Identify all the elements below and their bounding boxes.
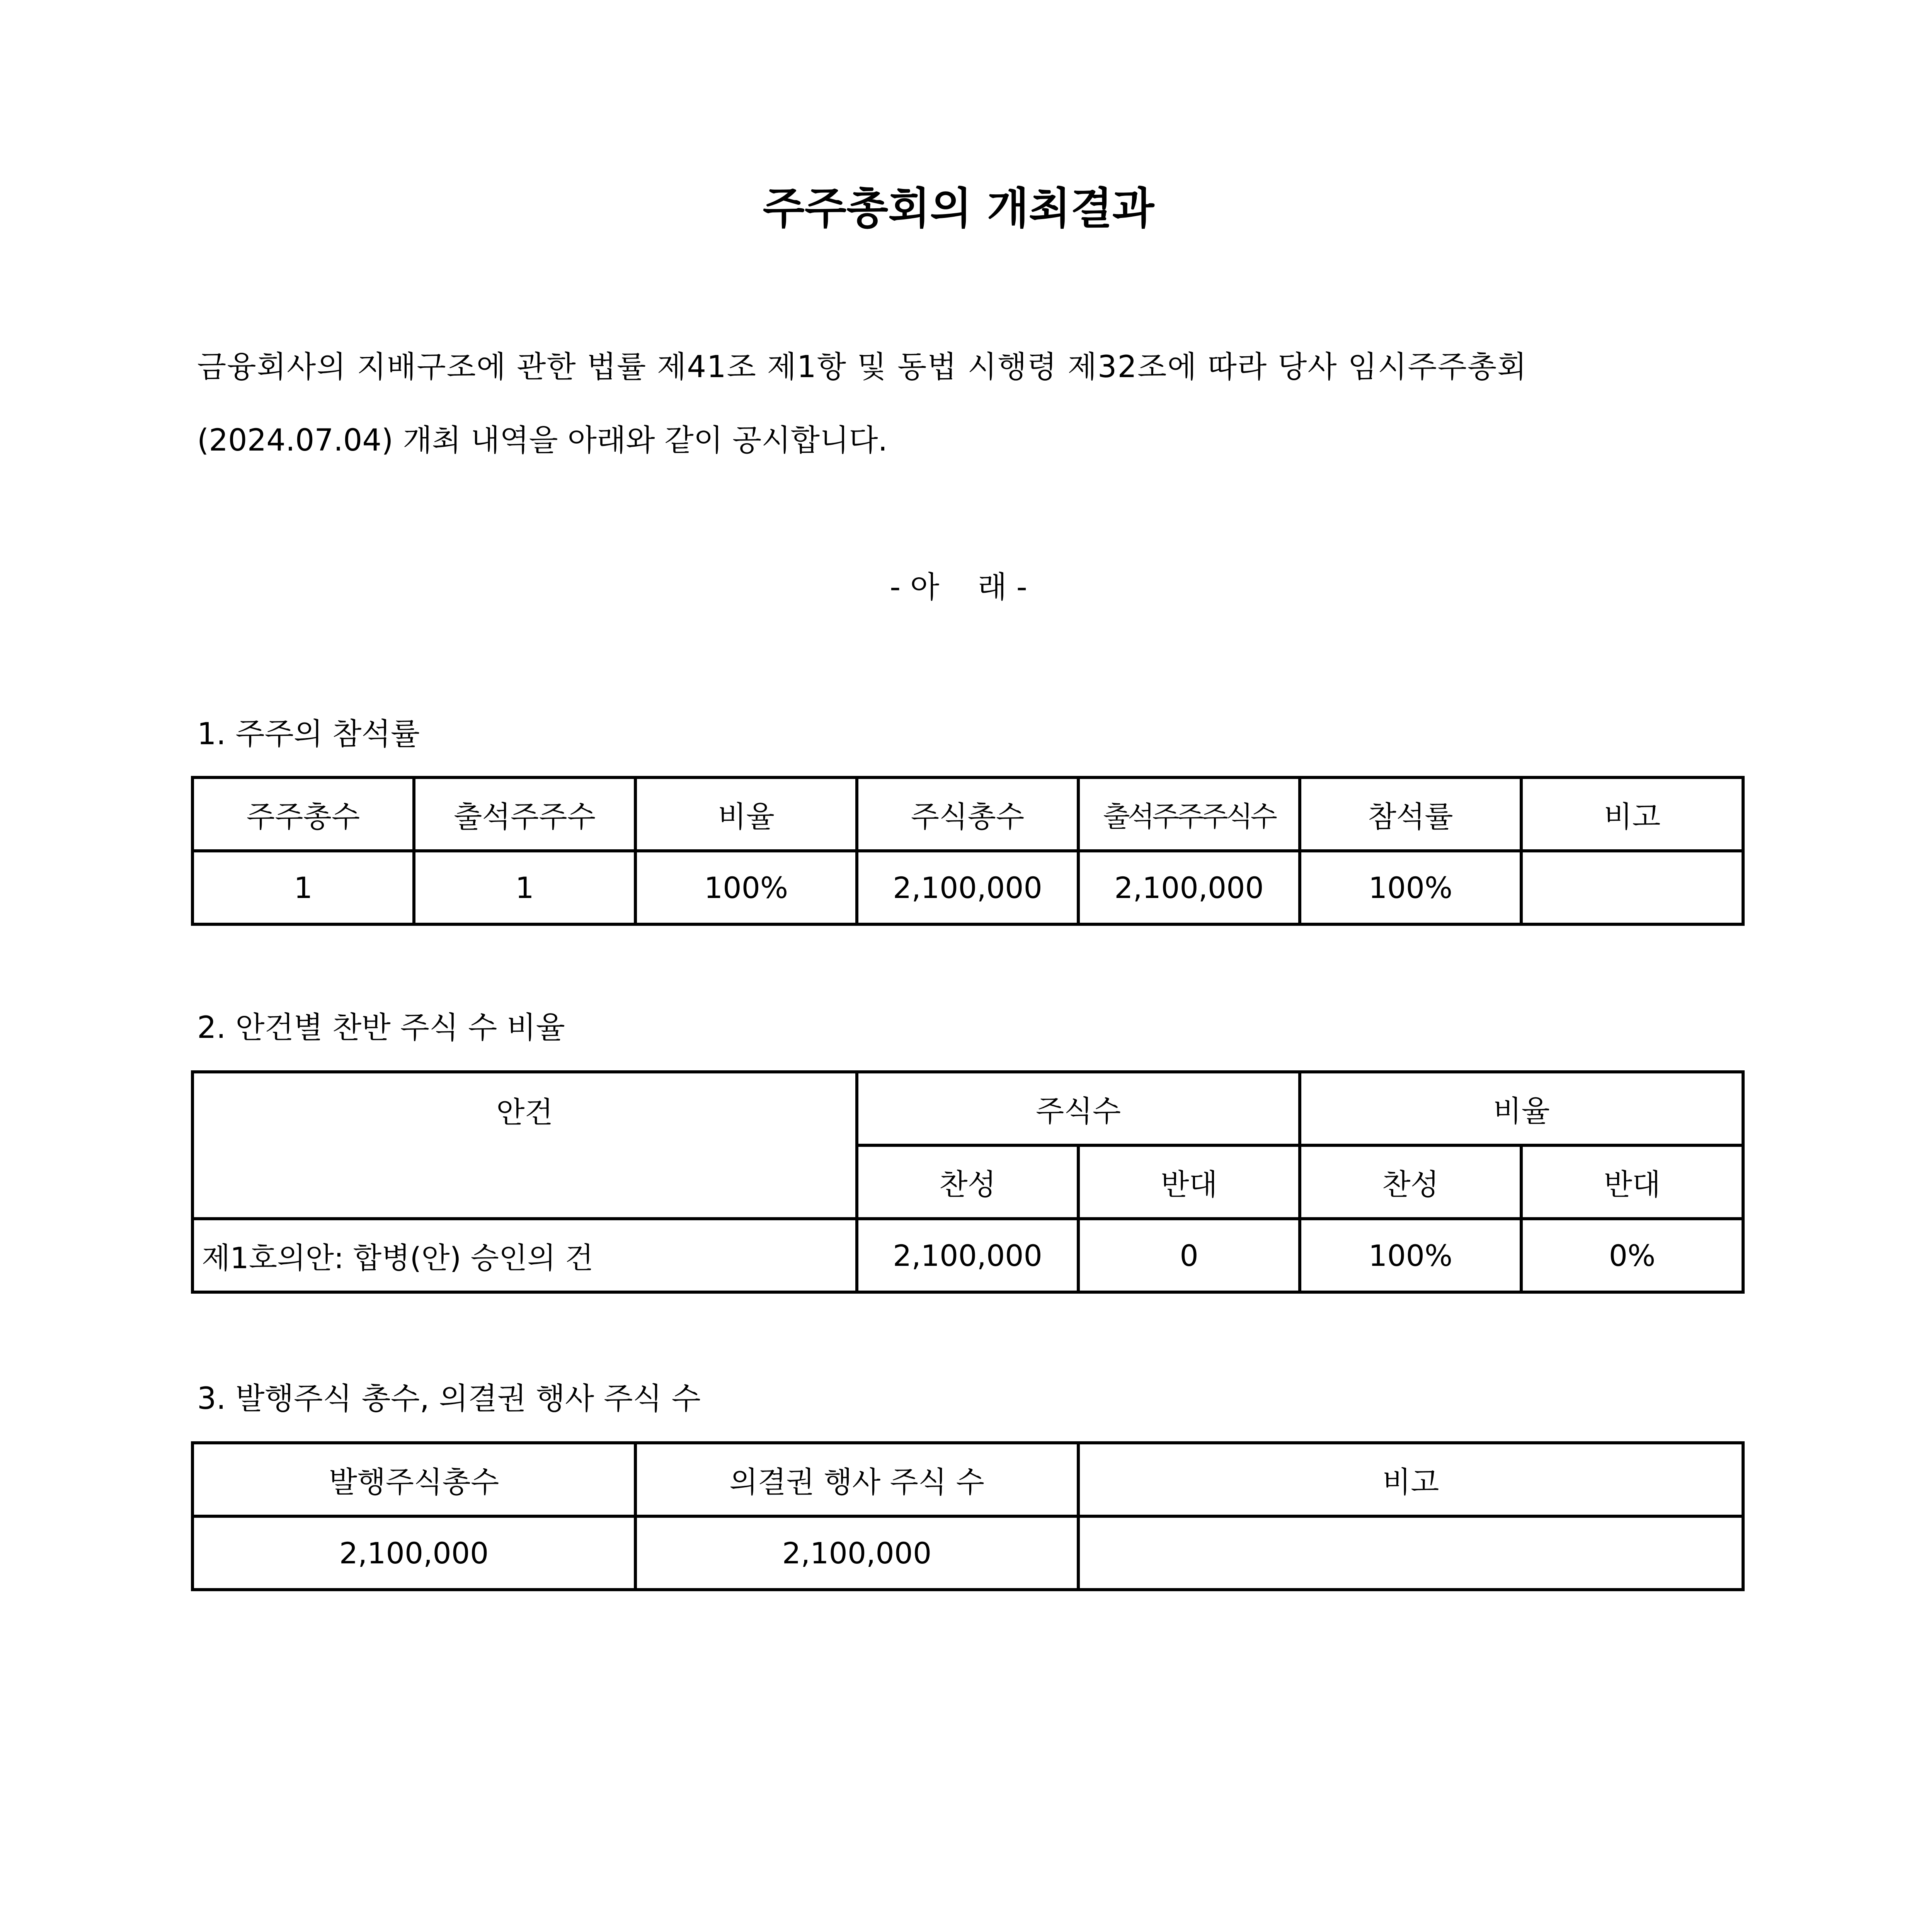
- cell-ratio: 100%: [635, 851, 857, 924]
- header-shares-for: 찬성: [857, 1145, 1078, 1219]
- header-agenda: 안건: [192, 1072, 857, 1219]
- notice-heading: - 아 래 -: [890, 570, 1027, 605]
- issued-shares-table: [191, 1441, 1745, 1591]
- header-remarks: 비고: [1078, 1443, 1743, 1516]
- header-voting-shares: 의결권 행사 주식 수: [635, 1443, 1078, 1516]
- section-heading-attendance: 1. 주주의 참석률: [197, 717, 420, 752]
- cell-shares-for: 2,100,000: [857, 1219, 1078, 1292]
- table-header-row: [192, 1072, 1743, 1145]
- cell-total-shareholders: 1: [192, 851, 414, 924]
- intro-paragraph-line2: (2024.07.04) 개최 내역을 아래와 같이 공시합니다.: [197, 423, 888, 458]
- cell-remarks: [1521, 851, 1743, 924]
- attendance-table: [191, 776, 1745, 926]
- header-ratio-against: 반대: [1521, 1145, 1743, 1219]
- section-heading-issued-shares: 3. 발행주식 총수, 의결권 행사 주식 수: [197, 1381, 701, 1416]
- header-issued-shares: 발행주식총수: [192, 1443, 635, 1516]
- table-header-row: [192, 1443, 1743, 1516]
- table-row: [192, 1219, 1743, 1292]
- cell-ratio-against: 0%: [1521, 1219, 1743, 1292]
- section-heading-vote-ratio: 2. 안건별 찬반 주식 수 비율: [197, 1010, 565, 1045]
- cell-attendance-rate: 100%: [1300, 851, 1521, 924]
- header-ratio: 비율: [1300, 1072, 1743, 1145]
- cell-shares-against: 0: [1078, 1219, 1300, 1292]
- header-shares: 주식수: [857, 1072, 1300, 1145]
- header-ratio-for: 찬성: [1300, 1145, 1521, 1219]
- header-ratio: 비율: [635, 777, 857, 851]
- header-attendance-rate: 참석률: [1300, 777, 1521, 851]
- table-header-row: [192, 777, 1743, 851]
- header-total-shareholders: 주주총수: [192, 777, 414, 851]
- intro-paragraph-line1: 금융회사의 지배구조에 관한 법률 제41조 제1항 및 동법 시행령 제32조에 따라 당사 임시주주총회: [197, 350, 1527, 384]
- cell-attending-shares: 2,100,000: [1078, 851, 1300, 924]
- cell-voting-shares: 2,100,000: [635, 1516, 1078, 1590]
- cell-issued-shares: 2,100,000: [192, 1516, 635, 1590]
- header-shares-against: 반대: [1078, 1145, 1300, 1219]
- cell-remarks: [1078, 1516, 1743, 1590]
- header-total-shares: 주식총수: [857, 777, 1078, 851]
- table-row: [192, 851, 1743, 924]
- table-row: [192, 1516, 1743, 1590]
- cell-ratio-for: 100%: [1300, 1219, 1521, 1292]
- page-title: 주주총회의 개최결과: [763, 184, 1154, 234]
- header-remarks: 비고: [1521, 777, 1743, 851]
- cell-total-shares: 2,100,000: [857, 851, 1078, 924]
- vote-ratio-table: [191, 1070, 1745, 1294]
- header-attending-shares: 출석주주주식수: [1078, 777, 1300, 851]
- cell-attending-shareholders: 1: [414, 851, 635, 924]
- cell-agenda: 제1호의안: 합병(안) 승인의 건: [192, 1219, 857, 1292]
- header-attending-shareholders: 출석주주수: [414, 777, 635, 851]
